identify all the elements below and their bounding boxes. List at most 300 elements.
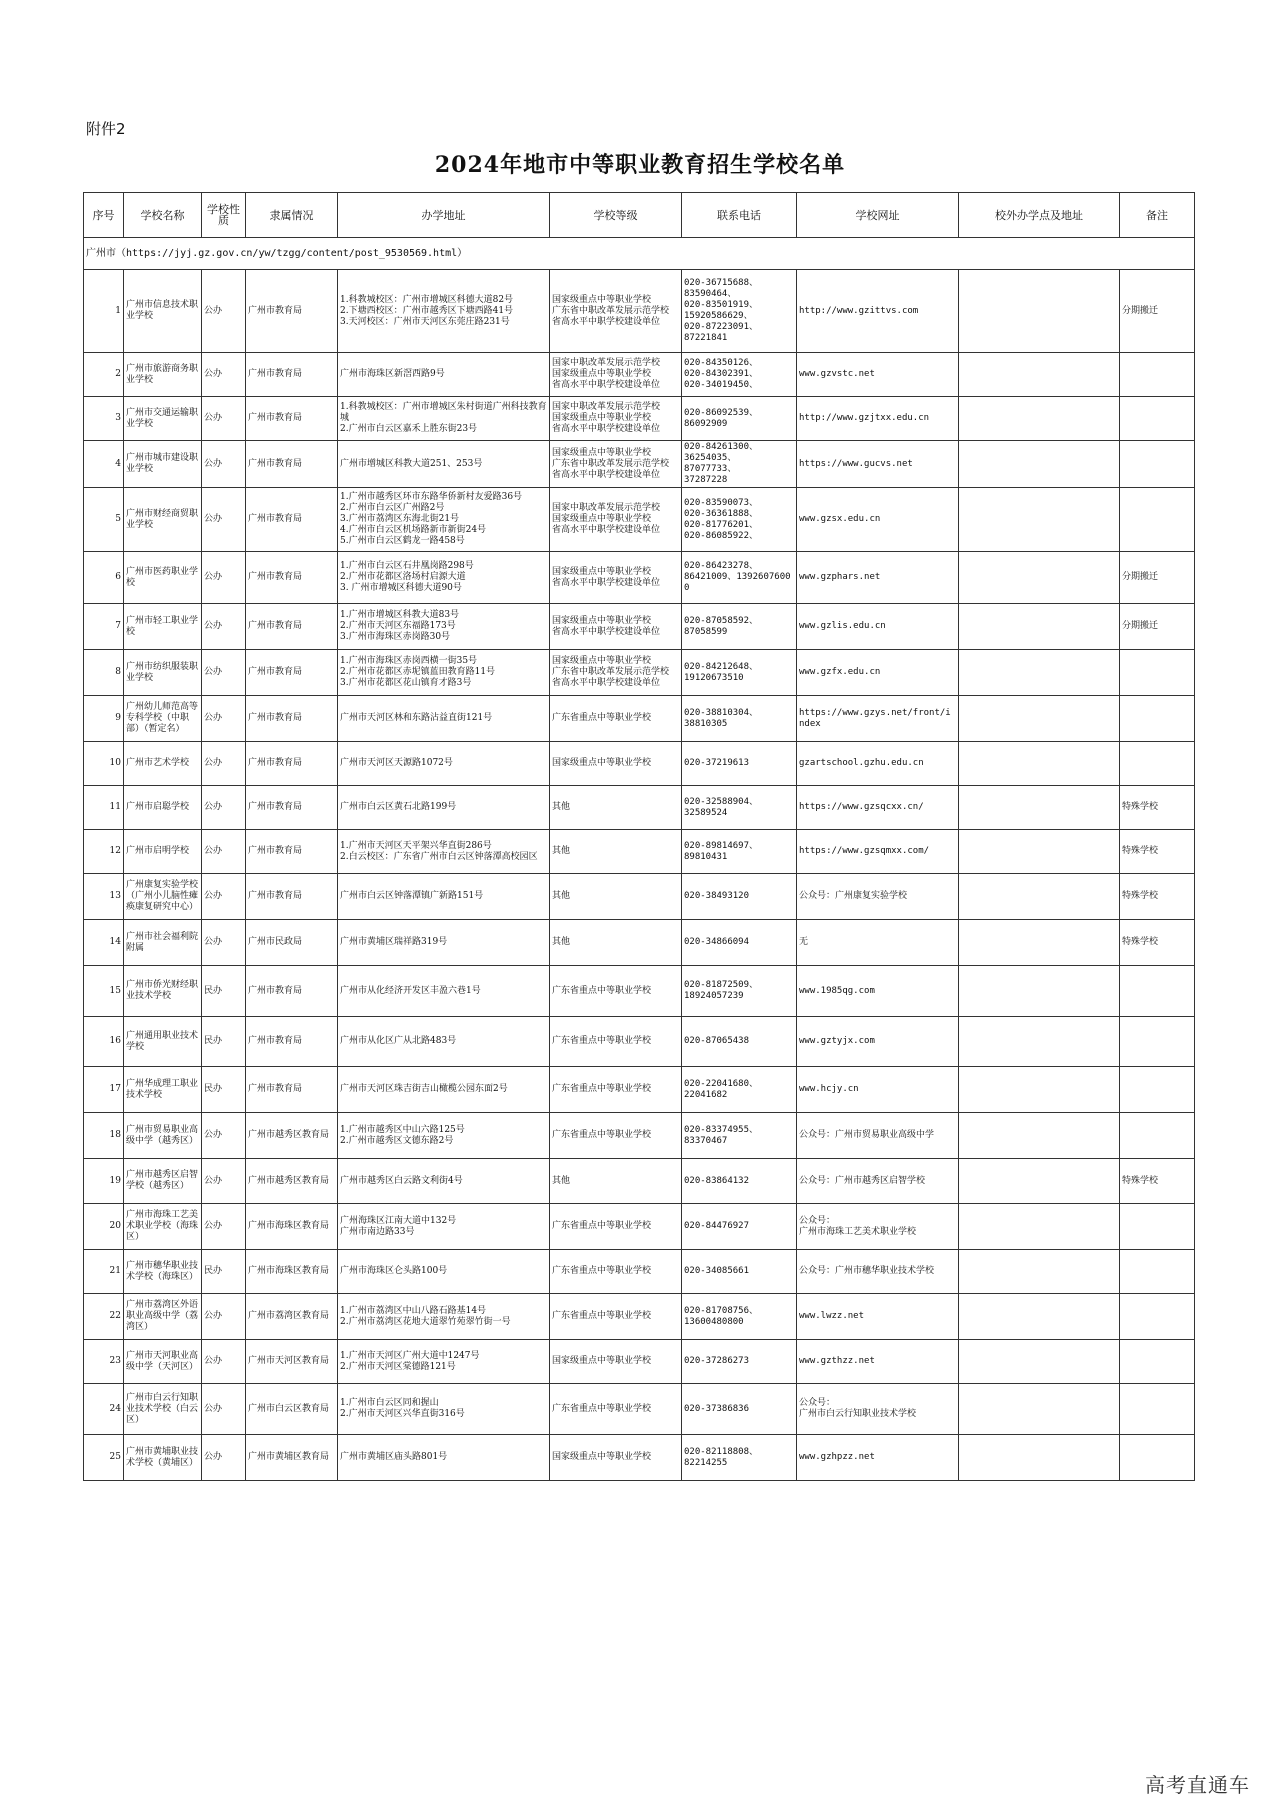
cell-level-text: 国家级重点中等职业学校 xyxy=(552,1452,652,1462)
cell-phone-text: 020-86423278、 86421009、13926076000 xyxy=(684,561,791,593)
cell-website[interactable] xyxy=(797,786,959,830)
cell-name-text: 广州市启聪学校 xyxy=(126,802,190,812)
cell-website[interactable] xyxy=(797,966,959,1017)
cell-nature-text: 公办 xyxy=(204,1175,223,1186)
cell-note xyxy=(1120,874,1195,920)
cell-website-text: 无 xyxy=(799,937,809,947)
table-row xyxy=(84,441,1195,488)
cell-affiliation-text: 广州市教育局 xyxy=(248,572,303,582)
cell-level-text: 广东省重点中等职业学校 xyxy=(552,1084,652,1094)
cell-nature xyxy=(202,604,246,650)
cell-nature xyxy=(202,742,246,786)
table-row xyxy=(84,397,1195,441)
cell-name-text: 广州市天河职业高级中学（天河区） xyxy=(126,1350,199,1372)
cell-note xyxy=(1120,920,1195,966)
table-row xyxy=(84,1435,1195,1481)
cell-address xyxy=(338,353,550,397)
cell-note xyxy=(1120,1017,1195,1067)
cell-address xyxy=(338,742,550,786)
cell-level xyxy=(550,742,682,786)
cell-no-text: 17 xyxy=(109,1084,121,1094)
cell-affiliation-text: 广州市教育局 xyxy=(248,802,303,812)
cell-website-text: www.lwzz.net xyxy=(799,1311,865,1321)
cell-address xyxy=(338,397,550,441)
cell-affiliation-text: 广州市教育局 xyxy=(248,1036,303,1046)
cell-address-text: 广州市增城区科教大道251、253号 xyxy=(340,458,483,469)
cell-address-text: 广州市从化经济开发区丰盈六巷1号 xyxy=(340,985,481,996)
cell-affiliation-text: 广州市天河区教育局 xyxy=(248,1356,330,1366)
cell-address xyxy=(338,1435,550,1481)
cell-no xyxy=(84,874,124,920)
cell-nature xyxy=(202,1384,246,1435)
cell-website[interactable] xyxy=(797,1067,959,1113)
header-affiliation: 隶属情况 xyxy=(246,193,338,238)
cell-affiliation-text: 广州市海珠区教育局 xyxy=(248,1221,330,1231)
table-row xyxy=(84,1017,1195,1067)
header-name: 学校名称 xyxy=(124,193,202,238)
cell-branch xyxy=(959,488,1120,552)
cell-level xyxy=(550,397,682,441)
cell-phone-text: 020-84261300、 36254035、 87077733、 37287228 xyxy=(684,442,759,485)
cell-level-text: 广东省重点中等职业学校 xyxy=(552,1036,652,1046)
cell-nature-text: 公办 xyxy=(204,458,223,469)
cell-website[interactable] xyxy=(797,397,959,441)
cell-branch xyxy=(959,830,1120,874)
cell-note xyxy=(1120,353,1195,397)
cell-name-text: 广州市城市建设职业学校 xyxy=(126,453,199,474)
cell-website[interactable] xyxy=(797,696,959,742)
cell-no-text: 18 xyxy=(109,1130,121,1140)
cell-nature xyxy=(202,1159,246,1204)
cell-note xyxy=(1120,1294,1195,1340)
cell-address xyxy=(338,1384,550,1435)
cell-name xyxy=(124,696,202,742)
cell-nature-text: 公办 xyxy=(204,891,223,901)
table-row xyxy=(84,1250,1195,1294)
header-phone: 联系电话 xyxy=(682,193,797,238)
cell-note xyxy=(1120,604,1195,650)
cell-nature-text: 公办 xyxy=(204,413,223,423)
cell-name-text: 广州市荔湾区外语职业高级中学（荔湾区） xyxy=(126,1300,199,1332)
cell-note xyxy=(1120,1204,1195,1250)
cell-website[interactable] xyxy=(797,1435,959,1481)
cell-name xyxy=(124,966,202,1017)
cell-affiliation xyxy=(246,1435,338,1481)
cell-name-text: 广州市艺术学校 xyxy=(126,758,190,768)
cell-nature xyxy=(202,1435,246,1481)
cell-website-text: 公众号：广州市贸易职业高级中学 xyxy=(799,1130,935,1140)
cell-address xyxy=(338,488,550,552)
cell-name-text: 广州幼儿师范高等专科学校（中职部）（暂定名） xyxy=(126,702,199,734)
cell-phone xyxy=(682,966,797,1017)
cell-address-text: 1.广州市天河区天平架兴华直街286号 2.白云校区：广东省广州市白云区钟落潭高校园区 xyxy=(340,840,538,862)
cell-address-text: 1.广州市越秀区中山六路125号 2.广州市越秀区文德东路2号 xyxy=(340,1124,465,1146)
cell-website-text: gzartschool.gzhu.edu.cn xyxy=(799,758,924,768)
cell-website[interactable] xyxy=(797,650,959,696)
table-row xyxy=(84,742,1195,786)
cell-level-text: 国家中职改革发展示范学校 国家级重点中等职业学校 省高水平中职学校建设单位 xyxy=(552,503,661,535)
cell-no xyxy=(84,1113,124,1159)
cell-affiliation xyxy=(246,1384,338,1435)
cell-no xyxy=(84,1294,124,1340)
cell-level xyxy=(550,1340,682,1384)
cell-nature-text: 民办 xyxy=(204,985,223,996)
cell-nature-text: 公办 xyxy=(204,1403,223,1414)
cell-no-text: 6 xyxy=(115,572,121,582)
cell-phone xyxy=(682,1159,797,1204)
cell-nature-text: 公办 xyxy=(204,369,223,379)
cell-address-text: 广州市海珠区仑头路100号 xyxy=(340,1266,448,1276)
city-row xyxy=(84,238,1195,270)
watermark: 高考直通车 xyxy=(1145,1773,1250,1797)
cell-branch xyxy=(959,1435,1120,1481)
cell-no xyxy=(84,920,124,966)
table-row xyxy=(84,1384,1195,1435)
cell-level-text: 其他 xyxy=(552,1175,571,1186)
cell-name xyxy=(124,920,202,966)
cell-phone xyxy=(682,488,797,552)
cell-address xyxy=(338,1340,550,1384)
cell-phone xyxy=(682,830,797,874)
cell-no-text: 14 xyxy=(109,937,121,947)
cell-no-text: 15 xyxy=(109,985,121,996)
cell-no xyxy=(84,441,124,488)
cell-name xyxy=(124,1340,202,1384)
cell-phone xyxy=(682,441,797,488)
cell-website[interactable] xyxy=(797,1250,959,1294)
cell-level-text: 国家级重点中等职业学校 广东省中职改革发展示范学校 省高水平中职学校建设单位 xyxy=(552,294,670,327)
cell-website[interactable] xyxy=(797,874,959,920)
cell-affiliation-text: 广州市教育局 xyxy=(248,758,303,768)
cell-phone xyxy=(682,742,797,786)
cell-affiliation xyxy=(246,786,338,830)
cell-nature-text: 公办 xyxy=(204,713,223,723)
cell-website[interactable] xyxy=(797,604,959,650)
cell-note xyxy=(1120,1435,1195,1481)
cell-name xyxy=(124,830,202,874)
table-row xyxy=(84,1294,1195,1340)
cell-phone-text: 020-37286273 xyxy=(684,1356,750,1366)
cell-affiliation-text: 广州市教育局 xyxy=(248,667,303,677)
cell-no xyxy=(84,353,124,397)
cell-website-text: 公众号：广州市穗华职业技术学校 xyxy=(799,1266,935,1276)
cell-name xyxy=(124,1113,202,1159)
cell-address xyxy=(338,920,550,966)
cell-branch xyxy=(959,270,1120,353)
cell-phone xyxy=(682,1250,797,1294)
cell-address xyxy=(338,441,550,488)
cell-website[interactable] xyxy=(797,1204,959,1250)
cell-phone xyxy=(682,920,797,966)
cell-affiliation xyxy=(246,270,338,353)
cell-nature xyxy=(202,1294,246,1340)
cell-no xyxy=(84,552,124,604)
cell-website[interactable] xyxy=(797,441,959,488)
cell-nature-text: 公办 xyxy=(204,667,223,677)
cell-phone-text: 020-81708756、 13600480800 xyxy=(684,1305,759,1327)
cell-level-text: 其他 xyxy=(552,846,571,856)
cell-affiliation-text: 广州市教育局 xyxy=(248,369,303,379)
cell-no xyxy=(84,1204,124,1250)
header-address: 办学地址 xyxy=(338,193,550,238)
cell-affiliation-text: 广州市白云区教育局 xyxy=(248,1403,330,1414)
cell-name-text: 广州市贸易职业高级中学（越秀区） xyxy=(126,1124,199,1146)
cell-website-text: 公众号：广州康复实验学校 xyxy=(799,891,908,901)
cell-website-text: 公众号： 广州市海珠工艺美术职业学校 xyxy=(799,1215,917,1237)
cell-phone xyxy=(682,650,797,696)
cell-affiliation xyxy=(246,353,338,397)
cell-note xyxy=(1120,270,1195,353)
cell-name-text: 广州华成理工职业技术学校 xyxy=(126,1078,199,1100)
cell-branch xyxy=(959,696,1120,742)
cell-phone-text: 020-87065438 xyxy=(684,1036,750,1046)
cell-no xyxy=(84,1017,124,1067)
cell-name-text: 广州市轻工职业学校 xyxy=(126,615,199,637)
cell-phone-text: 020-38810304、 38810305 xyxy=(684,707,759,729)
cell-branch xyxy=(959,1340,1120,1384)
cell-website[interactable] xyxy=(797,1384,959,1435)
cell-address-text: 1.广州市增城区科教大道83号 2.广州市天河区东福路173号 3.广州市海珠区赤岗路30号 xyxy=(340,610,460,642)
table-row xyxy=(84,1067,1195,1113)
cell-nature-text: 公办 xyxy=(204,758,223,768)
cell-address xyxy=(338,1294,550,1340)
cell-name xyxy=(124,874,202,920)
cell-website[interactable] xyxy=(797,742,959,786)
cell-website[interactable] xyxy=(797,353,959,397)
cell-address-text: 广州市天河区天源路1072号 xyxy=(340,758,453,768)
table-row xyxy=(84,1340,1195,1384)
cell-phone xyxy=(682,397,797,441)
cell-note-text: 分期搬迁 xyxy=(1122,621,1159,631)
cell-note-text: 特殊学校 xyxy=(1122,1175,1159,1186)
cell-website-text: www.gzthzz.net xyxy=(799,1356,875,1366)
cell-nature xyxy=(202,966,246,1017)
cell-affiliation xyxy=(246,742,338,786)
cell-affiliation-text: 广州市越秀区教育局 xyxy=(248,1175,330,1186)
cell-website[interactable] xyxy=(797,1017,959,1067)
cell-phone xyxy=(682,353,797,397)
cell-website[interactable] xyxy=(797,1113,959,1159)
cell-address-text: 1.广州市白云区同和握山 2.广州市天河区兴华直街316号 xyxy=(340,1398,465,1419)
cell-name-text: 广州市交通运输职业学校 xyxy=(126,407,199,429)
cell-level xyxy=(550,1250,682,1294)
cell-nature-text: 民办 xyxy=(204,1084,223,1094)
cell-address-text: 广州海珠区江南大道中132号 广州市南边路33号 xyxy=(340,1215,457,1237)
cell-address xyxy=(338,1204,550,1250)
cell-website-text: www.gzvstc.net xyxy=(799,369,875,379)
cell-phone-text: 020-84350126、 020-84302391、 020-34019450、 xyxy=(684,358,759,390)
cell-address xyxy=(338,270,550,353)
cell-affiliation xyxy=(246,650,338,696)
cell-affiliation xyxy=(246,1340,338,1384)
cell-phone-text: 020-84212648、 19120673510 xyxy=(684,661,759,683)
cell-name-text: 广州市旅游商务职业学校 xyxy=(126,363,199,385)
cell-phone-text: 020-32588904、 32589524 xyxy=(684,796,759,818)
cell-branch xyxy=(959,1067,1120,1113)
cell-nature-text: 公办 xyxy=(204,937,223,947)
cell-name xyxy=(124,786,202,830)
cell-nature-text: 民办 xyxy=(204,1266,223,1276)
cell-no xyxy=(84,1384,124,1435)
cell-website[interactable] xyxy=(797,830,959,874)
cell-affiliation-text: 广州市教育局 xyxy=(248,846,303,856)
cell-nature-text: 公办 xyxy=(204,1452,223,1462)
cell-affiliation xyxy=(246,488,338,552)
cell-branch xyxy=(959,650,1120,696)
cell-level xyxy=(550,270,682,353)
cell-website[interactable] xyxy=(797,1159,959,1204)
cell-no-text: 1 xyxy=(115,305,121,316)
cell-name xyxy=(124,604,202,650)
cell-nature xyxy=(202,1067,246,1113)
cell-affiliation xyxy=(246,830,338,874)
cell-no xyxy=(84,1340,124,1384)
cell-no-text: 10 xyxy=(109,758,121,768)
cell-branch xyxy=(959,1384,1120,1435)
cell-note-text: 特殊学校 xyxy=(1122,846,1159,856)
cell-note-text: 特殊学校 xyxy=(1122,937,1159,947)
cell-phone xyxy=(682,270,797,353)
cell-website-text: www.hcjy.cn xyxy=(799,1084,859,1094)
cell-website-text: http://www.gzjtxx.edu.cn xyxy=(799,413,930,423)
cell-name xyxy=(124,353,202,397)
table-row xyxy=(84,920,1195,966)
cell-affiliation-text: 广州市教育局 xyxy=(248,985,303,996)
cell-phone-text: 020-83590073、 020-36361888、 020-81776201、 020-86085922、 xyxy=(684,497,759,541)
cell-no xyxy=(84,742,124,786)
cell-address-text: 1.广州市荔湾区中山八路石路基14号 2.广州市荔湾区花地大道翠竹苑翠竹街一号 xyxy=(340,1305,511,1327)
cell-address-text: 广州市越秀区白云路文利街4号 xyxy=(340,1175,463,1186)
cell-name xyxy=(124,1204,202,1250)
cell-address xyxy=(338,552,550,604)
cell-affiliation-text: 广州市教育局 xyxy=(248,621,303,631)
cell-address-text: 1.广州市天河区广州大道中1247号 2.广州市天河区棠德路121号 xyxy=(340,1350,480,1372)
cell-level-text: 其他 xyxy=(552,937,571,947)
cell-name xyxy=(124,1384,202,1435)
cell-branch xyxy=(959,1294,1120,1340)
cell-name-text: 广州市黄埔职业技术学校（黄埔区） xyxy=(126,1446,199,1468)
cell-address xyxy=(338,1113,550,1159)
cell-level-text: 广东省重点中等职业学校 xyxy=(552,1311,652,1321)
cell-website[interactable] xyxy=(797,488,959,552)
cell-nature xyxy=(202,874,246,920)
cell-note xyxy=(1120,786,1195,830)
cell-level-text: 广东省重点中等职业学校 xyxy=(552,1403,652,1414)
cell-level-text: 广东省重点中等职业学校 xyxy=(552,1266,652,1276)
cell-level xyxy=(550,966,682,1017)
cell-address-text: 广州市天河区珠吉街吉山橄榄公园东面2号 xyxy=(340,1084,508,1094)
cell-nature-text: 公办 xyxy=(204,1221,223,1231)
cell-branch xyxy=(959,966,1120,1017)
cell-note xyxy=(1120,696,1195,742)
cell-name-text: 广州通用职业技术学校 xyxy=(126,1030,199,1052)
cell-level-text: 广东省重点中等职业学校 xyxy=(552,1130,652,1140)
cell-name xyxy=(124,1294,202,1340)
cell-phone-text: 020-89814697、 89810431 xyxy=(684,840,759,862)
cell-affiliation xyxy=(246,1294,338,1340)
cell-affiliation xyxy=(246,552,338,604)
cell-website[interactable] xyxy=(797,552,959,604)
cell-nature-text: 公办 xyxy=(204,1130,223,1140)
cell-phone xyxy=(682,1294,797,1340)
cell-name xyxy=(124,488,202,552)
cell-name-text: 广州市医药职业学校 xyxy=(126,566,199,588)
cell-nature xyxy=(202,650,246,696)
attachment-label: 附件2 xyxy=(86,120,126,138)
cell-note-text: 分期搬迁 xyxy=(1122,572,1159,582)
header-no: 序号 xyxy=(84,193,124,238)
cell-address-text: 广州市白云区钟落潭镇广新路151号 xyxy=(340,891,484,901)
cell-website-text: www.1985qg.com xyxy=(799,985,875,996)
cell-phone-text: 020-37219613 xyxy=(684,758,750,768)
city-label: 广州市（https://jyj.gz.gov.cn/yw/tzgg/content/post_9530569.html） xyxy=(84,238,1195,270)
cell-no xyxy=(84,786,124,830)
cell-nature xyxy=(202,830,246,874)
cell-nature-text: 民办 xyxy=(204,1036,223,1046)
cell-phone xyxy=(682,1204,797,1250)
cell-no xyxy=(84,604,124,650)
cell-website-text: 公众号： 广州市白云行知职业技术学校 xyxy=(799,1398,917,1419)
cell-website[interactable] xyxy=(797,1340,959,1384)
cell-branch xyxy=(959,397,1120,441)
cell-website[interactable] xyxy=(797,270,959,353)
cell-name xyxy=(124,742,202,786)
cell-branch xyxy=(959,1250,1120,1294)
cell-level xyxy=(550,1384,682,1435)
cell-note xyxy=(1120,1159,1195,1204)
cell-phone-text: 020-22041680、 22041682 xyxy=(684,1078,759,1100)
cell-level xyxy=(550,830,682,874)
cell-nature xyxy=(202,552,246,604)
cell-phone-text: 020-83374955、 83370467 xyxy=(684,1124,759,1146)
cell-level xyxy=(550,1159,682,1204)
cell-branch xyxy=(959,874,1120,920)
cell-website[interactable] xyxy=(797,920,959,966)
cell-nature-text: 公办 xyxy=(204,572,223,582)
cell-address-text: 广州市天河区林和东路沾益直街121号 xyxy=(340,713,493,723)
cell-note-text: 特殊学校 xyxy=(1122,891,1159,901)
cell-name-text: 广州市穗华职业技术学校（海珠区） xyxy=(126,1260,199,1282)
cell-name-text: 广州市社会福利院附属 xyxy=(126,931,199,953)
cell-level xyxy=(550,696,682,742)
cell-name xyxy=(124,1435,202,1481)
cell-no-text: 11 xyxy=(109,802,121,812)
cell-no-text: 9 xyxy=(115,713,121,723)
cell-level-text: 其他 xyxy=(552,802,571,812)
cell-website[interactable] xyxy=(797,1294,959,1340)
cell-no-text: 23 xyxy=(109,1356,121,1366)
cell-address-text: 广州市白云区黄石北路199号 xyxy=(340,802,457,812)
cell-level xyxy=(550,353,682,397)
cell-no-text: 22 xyxy=(109,1311,121,1321)
cell-note xyxy=(1120,1250,1195,1294)
cell-level-text: 国家级重点中等职业学校 xyxy=(552,1356,652,1366)
cell-phone xyxy=(682,1384,797,1435)
cell-no xyxy=(84,966,124,1017)
cell-nature xyxy=(202,441,246,488)
cell-phone-text: 020-36715688、 83590464、 020-83501919、 15920586629、 020-87223091、 87221841 xyxy=(684,278,759,343)
cell-affiliation-text: 广州市越秀区教育局 xyxy=(248,1130,330,1140)
cell-address xyxy=(338,604,550,650)
cell-level xyxy=(550,1435,682,1481)
cell-note-text: 分期搬迁 xyxy=(1122,305,1159,316)
cell-name xyxy=(124,1250,202,1294)
cell-note xyxy=(1120,1384,1195,1435)
cell-branch xyxy=(959,742,1120,786)
cell-affiliation xyxy=(246,920,338,966)
cell-no xyxy=(84,488,124,552)
cell-nature xyxy=(202,696,246,742)
